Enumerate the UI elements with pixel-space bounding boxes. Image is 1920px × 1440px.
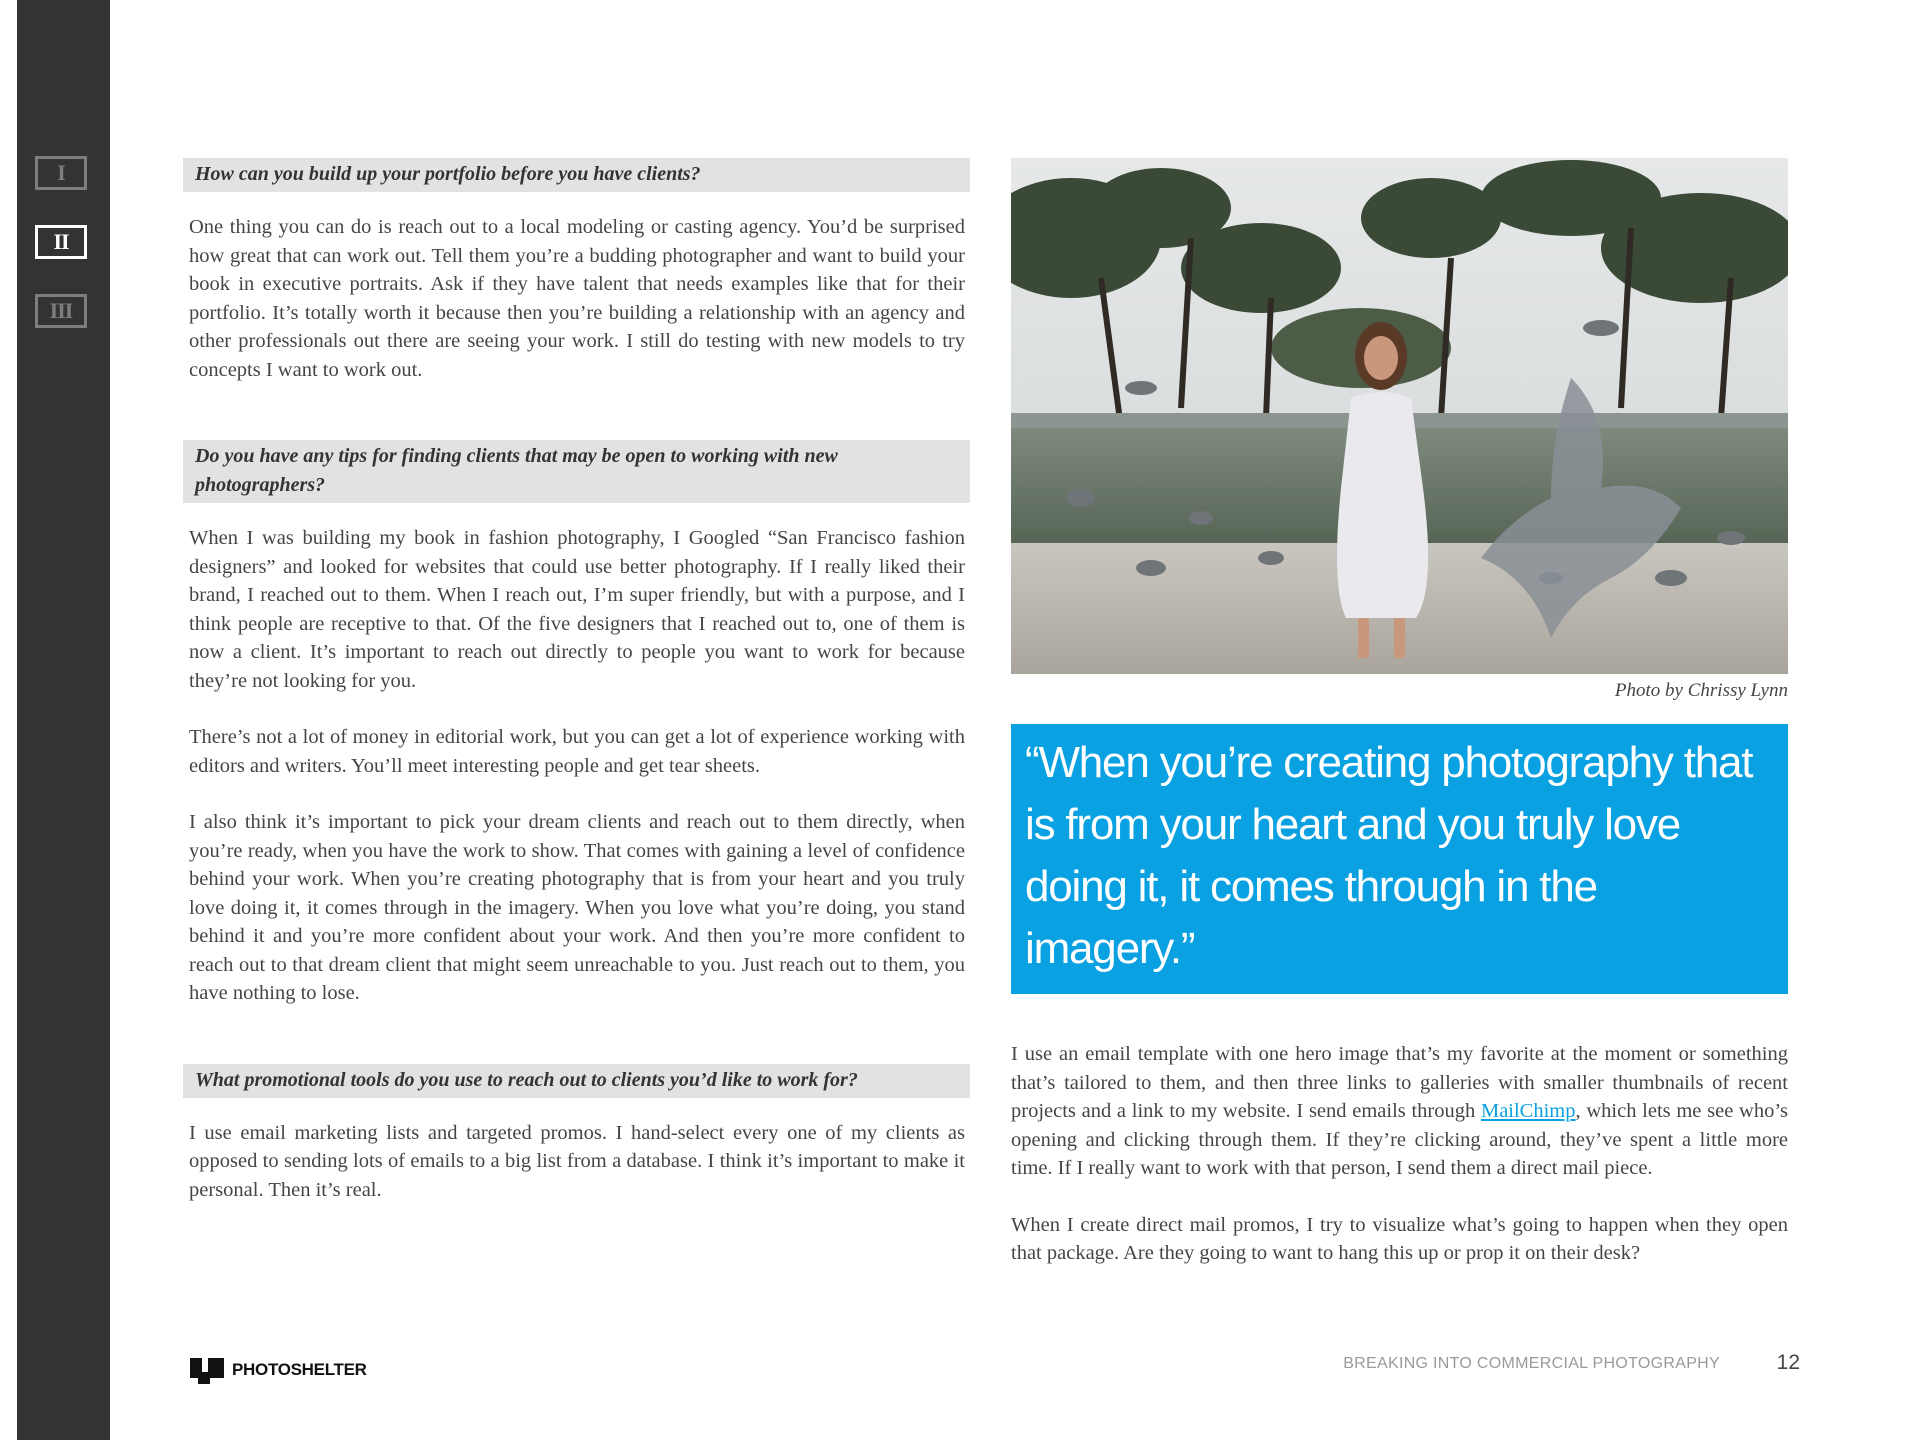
right-column: [1011, 158, 1788, 1288]
paragraph-text: , which lets me see who’s opening and clicking through them. If they’re clicking around, they’ve spent a little more time. If I really want to work with that person, I send them a direct mail piece.: [1011, 1100, 1788, 1179]
photoshelter-logo: [188, 1354, 367, 1386]
chapter-tab-1[interactable]: I: [35, 156, 87, 190]
answer-paragraph: I also think it’s important to pick your dream clients and reach out to them directly, when you’re ready, when you have the work to show. That comes with gaining a level of confidence behind your work. When you’re creating photography that is from your heart and you truly love doing it, it comes through in the imagery. When you love what you’re doing, you stand behind it and you’re more confident about your work. And then you’re more confident to reach out to that dream client that might seem unreachable to you. Just reach out to them, you have nothing to lose.: [189, 811, 965, 1004]
active-chapter-pointer-icon: [110, 230, 122, 254]
answer-paragraph: I use email marketing lists and targeted promos. I hand-select every one of my clients as opposed to sending lots of emails to a big list from a database. I think it’s important to make it personal. Then it’s real.: [189, 1121, 965, 1201]
question-heading-finding-clients: Do you have any tips for finding clients that may be open to working with new photographers?: [183, 440, 970, 503]
book-title: BREAKING INTO COMMERCIAL PHOTOGRAPHY: [1343, 1355, 1720, 1372]
pull-quote: “When you’re creating photography that is from your heart and you truly love doing it, it comes through in the imagery.”: [1011, 724, 1788, 994]
answer-paragraph: When I was building my book in fashion photography, I Googled “San Francisco fashion designers” and looked for websites that could use better photography. If I really liked their brand, I reached out to them. When I reach out, I’m super friendly, but with a purpose, and I think people are receptive to that. Of the five designers that I reached out to, one of them is now a client. It’s important to reach out directly to people you want to work for because they’re not looking for you.: [189, 527, 965, 692]
question-heading-promotional-tools: What promotional tools do you use to reach out to clients you’d like to work for?: [183, 1064, 970, 1098]
chapter-tab-2[interactable]: II: [35, 225, 87, 259]
left-column: [183, 158, 970, 1204]
mailchimp-link[interactable]: MailChimp: [1480, 1100, 1576, 1122]
question-heading-portfolio: How can you build up your portfolio before you have clients?: [183, 158, 970, 192]
answer-paragraph: There’s not a lot of money in editorial work, but you can get a lot of experience working with editors and writers. You’ll meet interesting people and get tear sheets.: [189, 726, 965, 777]
logo-wordmark: PHOTOSHELTER: [232, 1360, 367, 1379]
portrait-photo: [1011, 158, 1788, 674]
paragraph-text: I use an email template with one hero image that’s my favorite at the moment or something that’s tailored to them, and then three links to galleries with smaller thumbnails of recent projects and a link to my website. I send emails through: [1011, 1043, 1788, 1122]
photo-caption: Photo by Chrissy Lynn: [1614, 680, 1788, 701]
answer-paragraph: [1011, 1040, 1788, 1183]
answer-paragraph: When I create direct mail promos, I try to visualize what’s going to happen when they open that package. Are they going to want to hang this up or prop it on their desk?: [1011, 1213, 1788, 1264]
answer-paragraph: One thing you can do is reach out to a local modeling or casting agency. You’d be surprised how great that can work out. Tell them you’re a budding photographer and want to build your book in executive portraits. Ask if they have talent that needs examples like that for their portfolio. It’s totally worth it because then you’re building a relationship with an agency and other professionals out there are seeing your work. I still do testing with new models to try concepts I want to work out.: [189, 216, 965, 381]
chapter-tab-3[interactable]: III: [35, 294, 87, 328]
chapter-sidebar: [17, 0, 110, 1440]
page-number: 12: [1776, 1351, 1800, 1374]
photoshelter-logo-icon: [188, 1354, 226, 1386]
